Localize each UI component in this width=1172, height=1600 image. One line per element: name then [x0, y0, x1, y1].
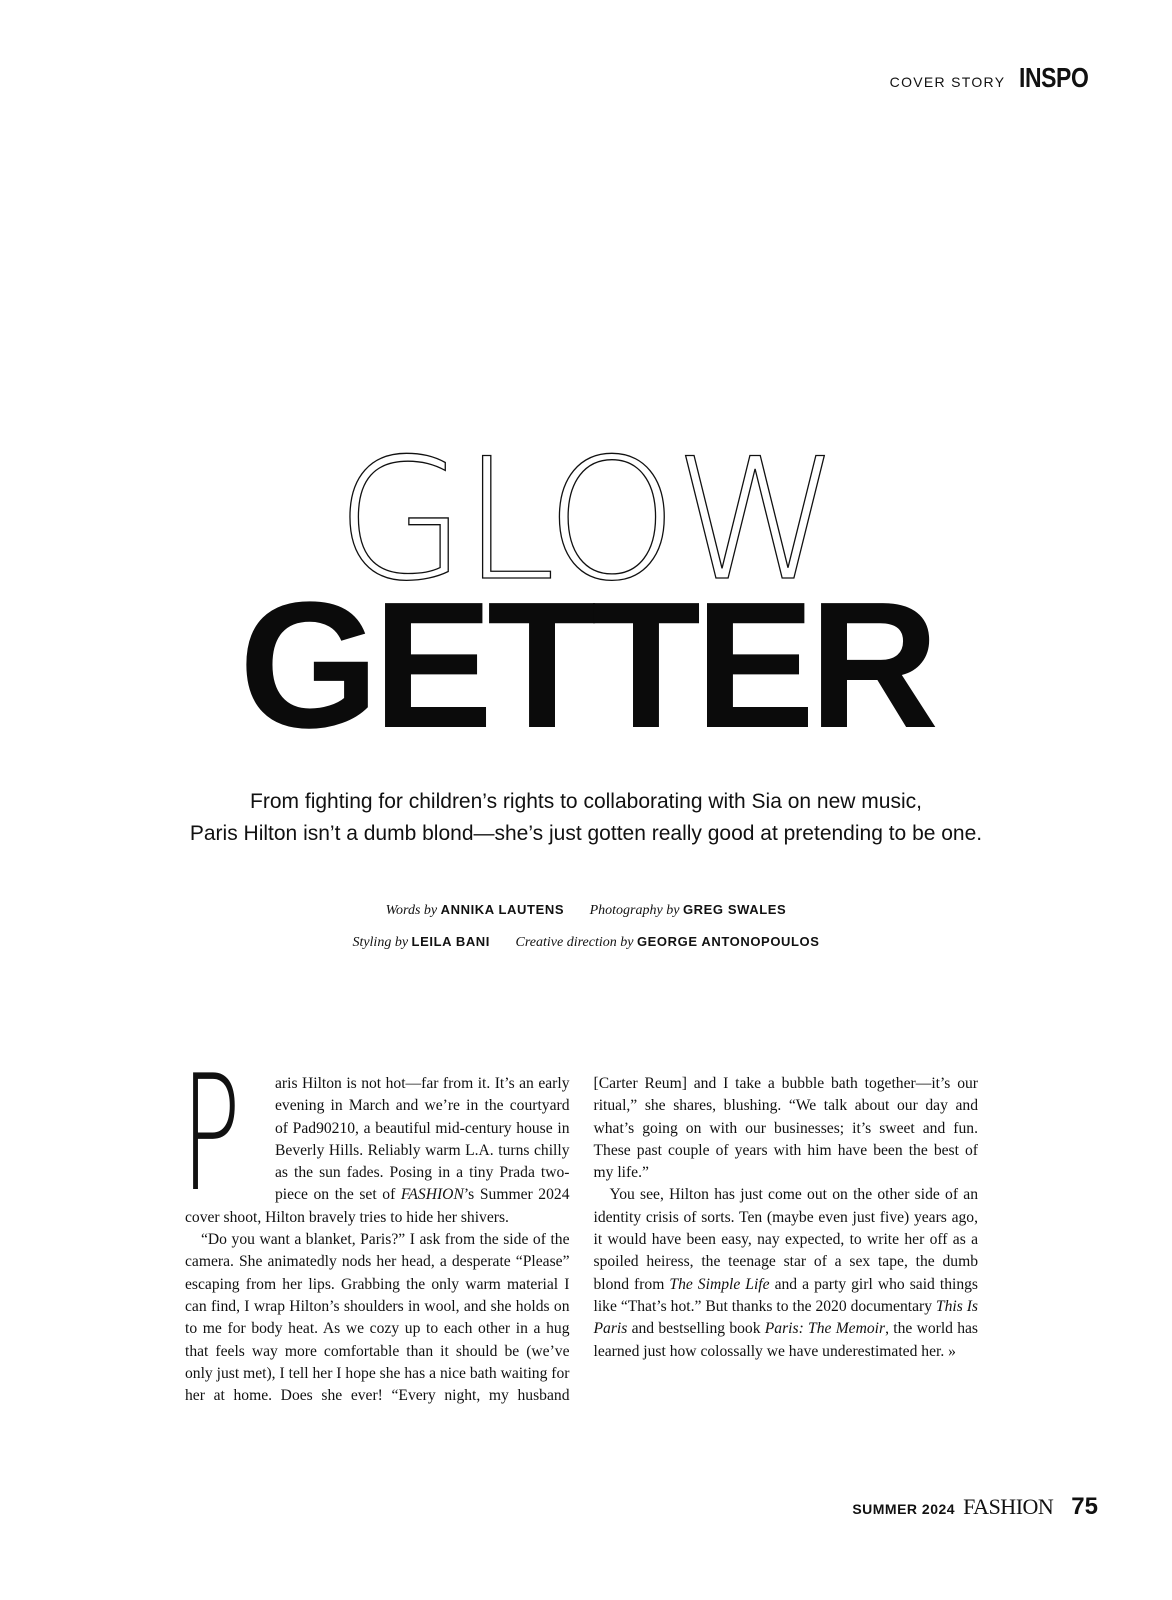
- paragraph-2: “Do you want a blanket, Paris?” I ask from the side of the camera. She animatedly nods her head, a desperate “Please” escaping from her lips. Grabbing the only warm material I can find, I wrap Hilton’s shoulders in wool, and she holds on to me for body heat. As we cozy up to each other in a hug that feels way more comfortable than it should be (we’ve only just met), I tell her I hope she has a nice bath waiting for her at home. Does she ever! “Every night, my husband [Carter Reum] and I take a bubble bath together—it’s our ritual,” she shares, blushing. “We talk about our day and what’s going on with our businesses; it’s sweet and fun. These past couple of years with him have been the best of my life.”: [185, 1075, 978, 1405]
- credits-row-2: [0, 934, 1172, 951]
- article-body: [181, 1040, 979, 1418]
- paragraph-3-text-d: , the world has learned just how colossally we have underestimated her. »: [593, 1320, 979, 1360]
- credit-name: ANNIKA LAUTENS: [440, 902, 565, 917]
- credit-words: [386, 902, 564, 919]
- credit-role: Creative direction by: [515, 935, 634, 950]
- credit-role: Photography by: [589, 903, 680, 918]
- category-label: INSPO: [1019, 62, 1089, 93]
- magazine-name-italic: FASHION: [400, 1186, 464, 1204]
- credit-styling: [352, 934, 490, 951]
- credit-photography: [590, 902, 787, 919]
- paragraph-1: [181, 1040, 570, 1229]
- paragraph-3-text-a: You see, Hilton has just come out on the other side of an identity crisis of sorts. Ten (maybe even just five) years ago, it would have been easy, nay expected, to write her off as a spoiled heiress, the teenage star of a sex tape, the dumb blond from: [593, 1186, 978, 1293]
- credit-name: GREG SWALES: [682, 902, 787, 917]
- headline-line-2: GETTER: [238, 565, 934, 766]
- title-italic-memoir: Paris: The Memoir: [764, 1320, 886, 1338]
- magazine-name: FASHION: [963, 1494, 1054, 1519]
- dek: [100, 786, 1072, 850]
- credit-creative-direction: [516, 934, 820, 951]
- paragraph-3: [594, 1184, 979, 1362]
- section-label: COVER STORY: [889, 74, 1006, 90]
- title-italic-simple-life: The Simple Life: [669, 1275, 770, 1293]
- drop-cap: P: [181, 1040, 241, 1227]
- paragraph-1-text-a: aris Hilton is not hot—far from it. It’s an early evening in March and we’re in the courtyard of Pad90210, a beautiful mid-century house in Beverly Hills. Reliably warm L.A. turns chilly as the sun fades. Posing in a tiny Prada two-piece on the set of: [275, 1075, 570, 1204]
- title-italic-this-is-paris: This Is Paris: [593, 1297, 978, 1338]
- paragraph-1-text-b: ’s Summer 2024 cover shoot, Hilton bravely tries to hide her shivers.: [185, 1186, 570, 1226]
- credits-row-1: [0, 902, 1172, 919]
- dek-line-1: From fighting for children’s rights to collaborating with Sia on new music,: [250, 790, 922, 813]
- paragraph-3-text-b: and a party girl who said things like “That’s hot.” But thanks to the 2020 documentary: [593, 1275, 978, 1315]
- page-number: 75: [1071, 1493, 1098, 1520]
- issue-label: SUMMER 2024: [852, 1501, 956, 1517]
- credit-role: Words by: [385, 903, 438, 918]
- credit-name: LEILA BANI: [411, 934, 491, 949]
- dek-line-2: Paris Hilton isn’t a dumb blond—she’s just gotten really good at pretending to be one.: [189, 822, 983, 845]
- paragraph-3-text-c: and bestselling book: [627, 1320, 765, 1338]
- page-footer: [852, 1493, 1098, 1521]
- credit-role: Styling by: [352, 935, 409, 950]
- headline-line-1: GLOW: [335, 422, 837, 618]
- running-header: [890, 62, 1094, 94]
- credit-name: GEORGE ANTONOPOULOS: [636, 934, 820, 949]
